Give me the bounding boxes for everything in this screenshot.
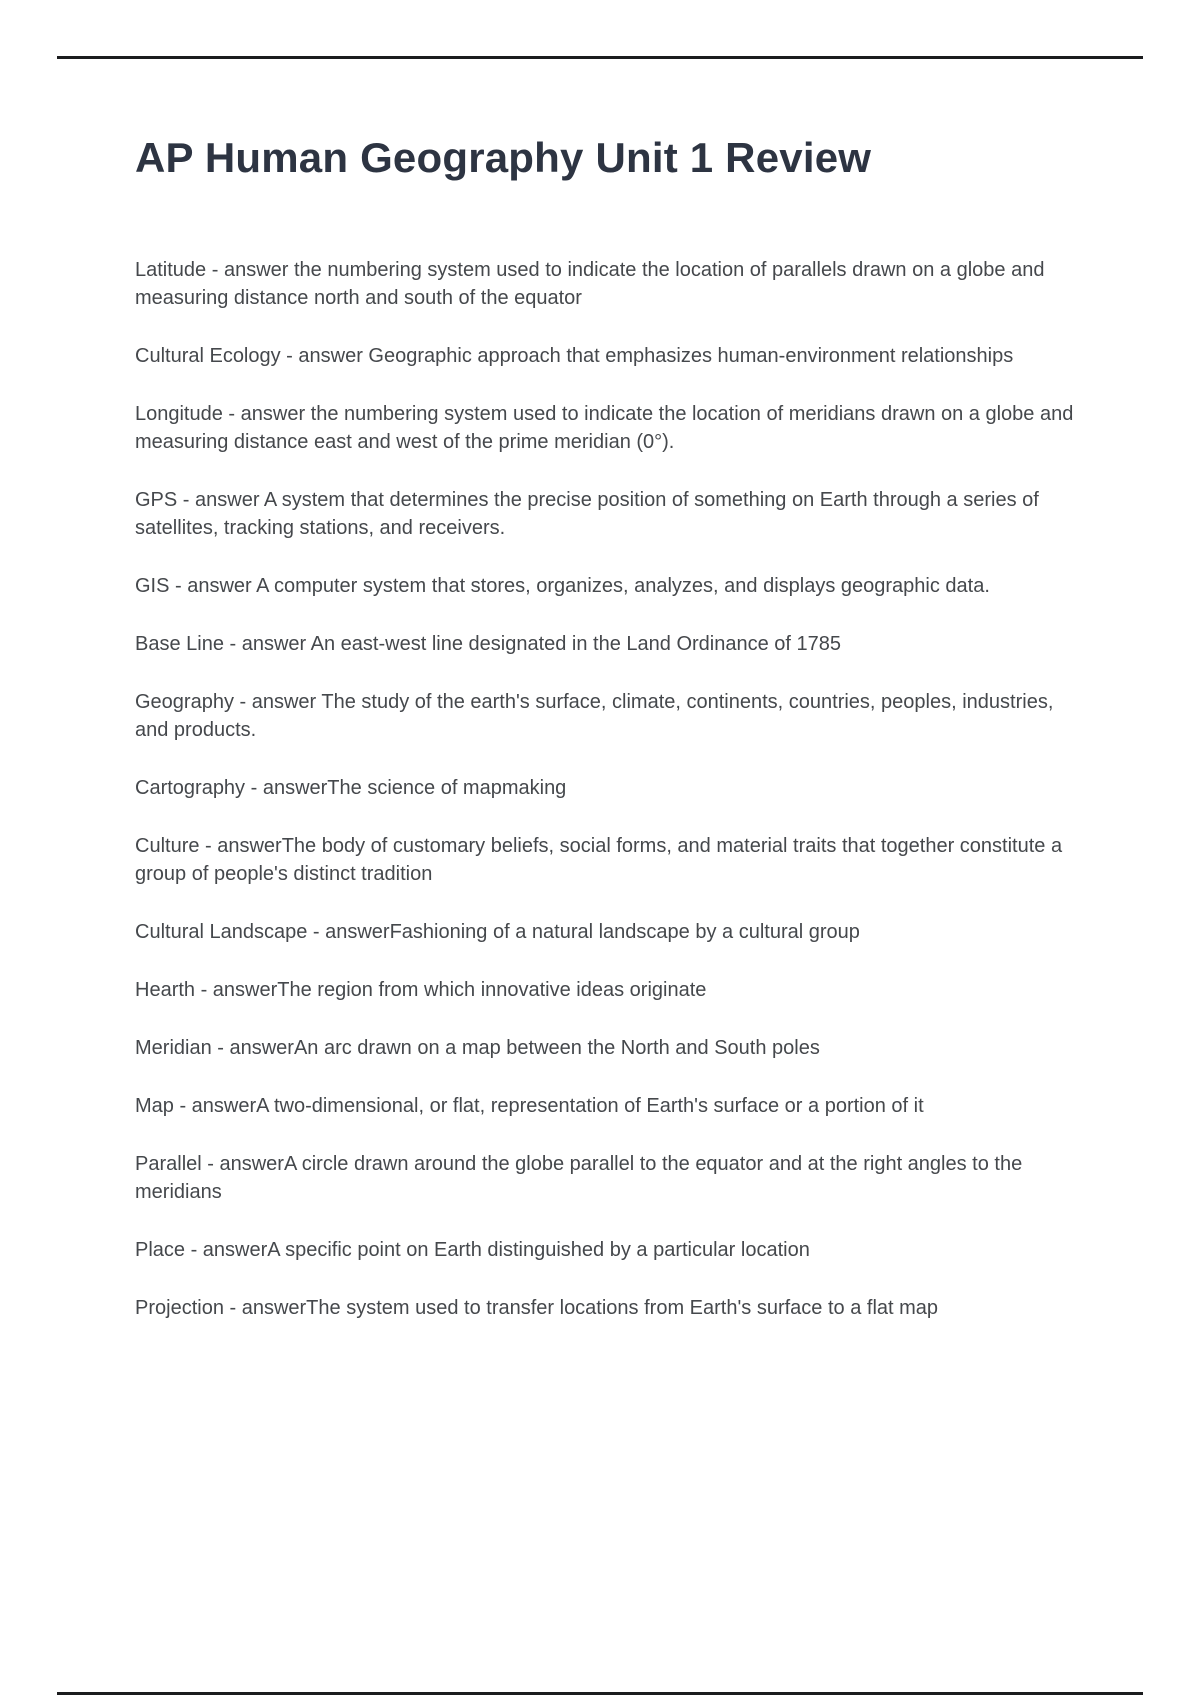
term-paragraph: Parallel - answerA circle drawn around the globe parallel to the equator and at the right angles to the meridians (135, 1153, 1023, 1203)
term-paragraph: Cultural Landscape - answerFashioning of a natural landscape by a cultural group (135, 921, 860, 943)
top-horizontal-rule (57, 56, 1143, 59)
term-paragraph: Place - answerA specific point on Earth distinguished by a particular location (135, 1239, 810, 1261)
page-title: AP Human Geography Unit 1 Review (135, 134, 872, 181)
term-paragraph: Cartography - answerThe science of mapmaking (135, 777, 567, 799)
term-paragraph: Projection - answerThe system used to transfer locations from Earth's surface to a flat map (135, 1297, 939, 1319)
term-paragraph: Meridian - answerAn arc drawn on a map between the North and South poles (135, 1037, 820, 1059)
term-paragraph: GPS - answer A system that determines the precise position of something on Earth through a series of satellites, tracking stations, and receivers. (135, 489, 1039, 539)
terms-list (135, 256, 1087, 1322)
term-paragraph: Latitude - answer the numbering system used to indicate the location of parallels drawn on a globe and measuring distance north and south of the equator (135, 259, 1045, 309)
term-paragraph: Hearth - answerThe region from which innovative ideas originate (135, 979, 707, 1001)
term-paragraph: Map - answerA two-dimensional, or flat, representation of Earth's surface or a portion of it (135, 1095, 924, 1117)
term-paragraph: Geography - answer The study of the earth's surface, climate, continents, countries, peoples, industries, and products. (135, 691, 1054, 741)
term-paragraph: Cultural Ecology - answer Geographic approach that emphasizes human-environment relationships (135, 345, 1014, 367)
term-paragraph: Culture - answerThe body of customary beliefs, social forms, and material traits that together constitute a group of people's distinct tradition (135, 835, 1063, 885)
term-paragraph: GIS - answer A computer system that stores, organizes, analyzes, and displays geographic data. (135, 575, 990, 597)
term-paragraph: Longitude - answer the numbering system used to indicate the location of meridians drawn on a globe and measuring distance east and west of the prime meridian (0°). (135, 403, 1074, 453)
bottom-horizontal-rule (57, 1692, 1143, 1695)
term-paragraph: Base Line - answer An east-west line designated in the Land Ordinance of 1785 (135, 633, 842, 655)
